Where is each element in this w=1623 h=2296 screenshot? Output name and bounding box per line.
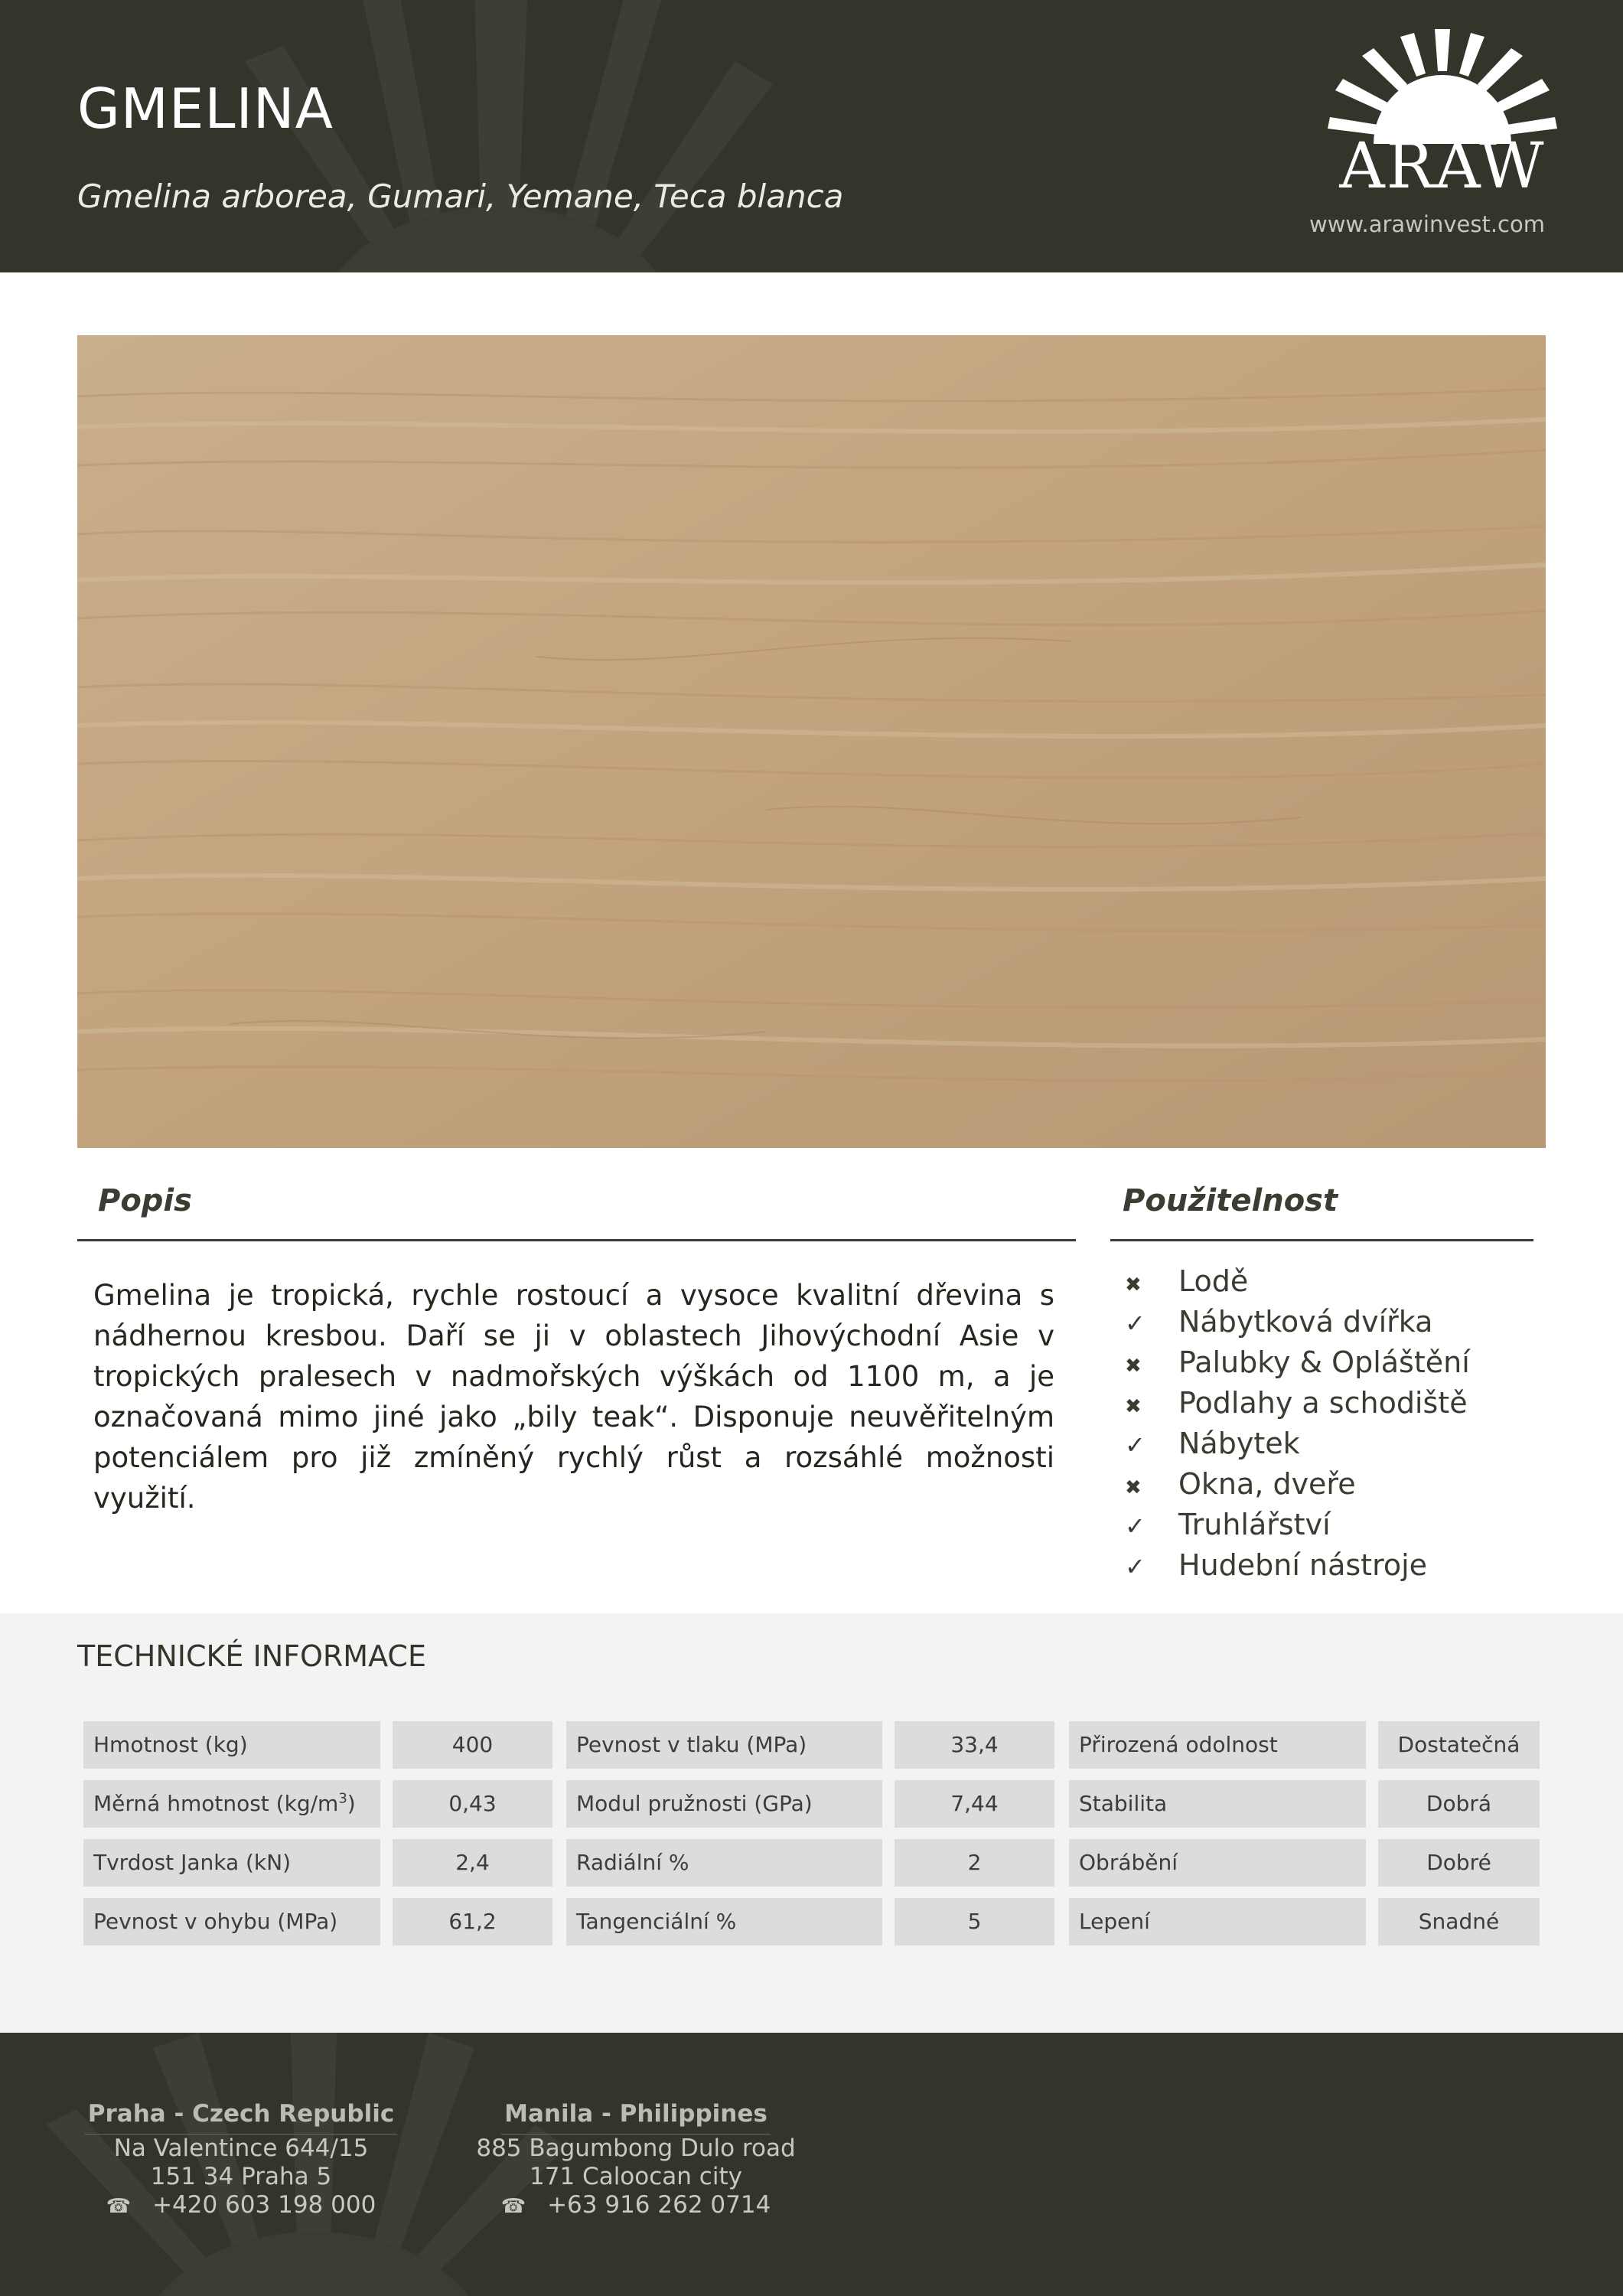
- tech-value: Dobré: [1378, 1839, 1540, 1887]
- phone-icon: ☎: [106, 2195, 132, 2218]
- office-address-line1: Na Valentince 644/15: [113, 2135, 369, 2162]
- phone-number[interactable]: +420 603 198 000: [152, 2191, 376, 2219]
- list-item: [1125, 1548, 1470, 1589]
- usability-heading: Použitelnost: [1123, 1183, 1338, 1218]
- tech-label: Stabilita: [1069, 1780, 1366, 1828]
- technical-info-title: TECHNICKÉ INFORMACE: [77, 1639, 426, 1673]
- page-header: [0, 0, 1623, 272]
- office-phone: [460, 2191, 812, 2221]
- description-text: Gmelina je tropická, rychle rostoucí a vysoce kvalitní dřevina s nádhernou kresbou. Daří se ji v oblastech Jihovýchodní Asie v tropických pralesech v nadmořských výškách od 1100 m, a je označovaná mimo jiné jako „bily teak“. Disponuje neuvěřitelným potenciálem pro již zmíněný rychlý růst a rozsáhlé možnosti využití.: [93, 1279, 1054, 1515]
- list-item: [1125, 1467, 1470, 1508]
- tech-label: Hmotnost (kg): [83, 1721, 380, 1769]
- tech-label: Tangenciální %: [566, 1898, 882, 1945]
- tech-label: Pevnost v tlaku (MPa): [566, 1721, 882, 1769]
- check-icon: ✓: [1125, 1430, 1146, 1459]
- office-city: Praha - Czech Republic: [85, 2100, 397, 2135]
- tech-value: 0,43: [393, 1780, 552, 1828]
- wood-grain-photo: [77, 335, 1546, 1148]
- office-manila: [460, 2100, 812, 2221]
- tech-value: 2: [895, 1839, 1054, 1887]
- office-address-line2: 171 Caloocan city: [530, 2163, 742, 2190]
- office-prague: [65, 2100, 417, 2221]
- tech-label: Pevnost v ohybu (MPa): [83, 1898, 380, 1945]
- page-subtitle: Gmelina arborea, Gumari, Yemane, Teca blanca: [77, 178, 844, 215]
- tech-value: 33,4: [895, 1721, 1054, 1769]
- tech-label: Radiální %: [566, 1839, 882, 1887]
- usability-label: Truhlářství: [1178, 1508, 1331, 1541]
- check-icon: ✓: [1125, 1512, 1146, 1541]
- cross-icon: ✖: [1125, 1274, 1142, 1296]
- cross-icon: ✖: [1125, 1476, 1142, 1499]
- office-city: Manila - Philippines: [501, 2100, 771, 2135]
- usability-label: Okna, dveře: [1178, 1467, 1356, 1501]
- brand-logo-text: ARAW: [1339, 130, 1546, 203]
- usability-label: Nábytková dvířka: [1178, 1305, 1433, 1339]
- tech-label: Přirozená odolnost: [1069, 1721, 1366, 1769]
- page-title: GMELINA: [77, 77, 334, 141]
- tech-value: 5: [895, 1898, 1054, 1945]
- tech-value: Dobrá: [1378, 1780, 1540, 1828]
- description-heading: Popis: [98, 1183, 192, 1218]
- tech-label: Tvrdost Janka (kN): [83, 1839, 380, 1887]
- tech-value: Dostatečná: [1378, 1721, 1540, 1769]
- tech-label: Lepení: [1069, 1898, 1366, 1945]
- list-item: [1125, 1345, 1470, 1386]
- tech-value: Snadné: [1378, 1898, 1540, 1945]
- list-item: [1125, 1427, 1470, 1467]
- phone-icon: ☎: [500, 2195, 526, 2218]
- list-item: [1125, 1386, 1470, 1427]
- list-item: [1125, 1305, 1470, 1345]
- cross-icon: ✖: [1125, 1395, 1142, 1418]
- tech-value: 61,2: [393, 1898, 552, 1945]
- tech-label: Obrábění: [1069, 1839, 1366, 1887]
- tech-label: Měrná hmotnost $(kg/m^3)$: [83, 1780, 380, 1828]
- list-item: [1125, 1264, 1470, 1305]
- tech-label: Modul pružnosti (GPa): [566, 1780, 882, 1828]
- tech-value: 7,44: [895, 1780, 1054, 1828]
- technical-info-section: [0, 1613, 1623, 2033]
- office-address-line1: 885 Bagumbong Dulo road: [476, 2135, 796, 2162]
- usability-label: Lodě: [1178, 1264, 1249, 1298]
- usability-label: Nábytek: [1178, 1427, 1300, 1460]
- office-address-line2: 151 34 Praha 5: [150, 2163, 332, 2190]
- list-item: [1125, 1508, 1470, 1548]
- description-divider: [77, 1239, 1076, 1241]
- usability-label: Podlahy a schodiště: [1178, 1386, 1468, 1420]
- tech-value: 2,4: [393, 1839, 552, 1887]
- phone-number[interactable]: +63 916 262 0714: [547, 2191, 771, 2219]
- cross-icon: ✖: [1125, 1355, 1142, 1378]
- usability-label: Hudební nástroje: [1178, 1548, 1428, 1582]
- usability-divider: [1110, 1239, 1533, 1241]
- check-icon: ✓: [1125, 1552, 1146, 1581]
- usability-list: [1125, 1264, 1470, 1589]
- office-phone: [65, 2191, 417, 2221]
- page-footer: [0, 2033, 1623, 2296]
- check-icon: ✓: [1125, 1309, 1146, 1338]
- usability-label: Palubky & Opláštění: [1178, 1345, 1470, 1379]
- website-link[interactable]: www.arawinvest.com: [1309, 211, 1545, 237]
- tech-value: 400: [393, 1721, 552, 1769]
